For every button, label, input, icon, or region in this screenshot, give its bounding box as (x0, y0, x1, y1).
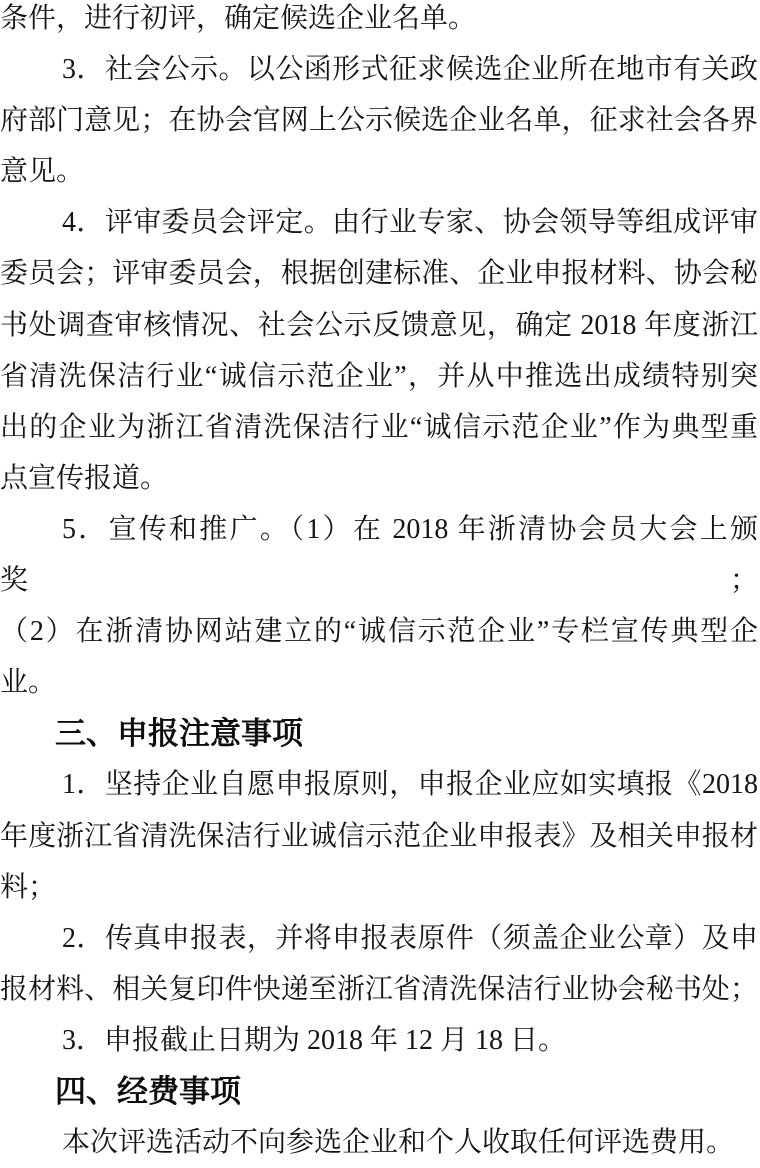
section-heading: 三、申报注意事项 (55, 716, 303, 752)
text-line: （2）在浙清协网站建立的“诚信示范企业”专栏宣传典型企 (0, 616, 758, 648)
text-line: 3．社会公示。以公函形式征求候选企业所在地市有关政 (62, 54, 758, 86)
text-line: 3．申报截止日期为 2018 年 12 月 18 日。 (62, 1024, 567, 1056)
text-line: 出的企业为浙江省清洗保洁行业“诚信示范企业”作为典型重 (0, 411, 758, 443)
text-line: 报材料、相关复印件快递至浙江省清洗保洁行业协会秘书处； (0, 973, 758, 1005)
text-line: 年度浙江省清洗保洁行业诚信示范企业申报表》及相关申报材 (0, 820, 758, 852)
text-line: 2．传真申报表，并将申报表原件（须盖企业公章）及申 (62, 922, 758, 954)
text-line: 点宣传报道。 (0, 462, 169, 494)
text-line: 委员会；评审委员会，根据创建标准、企业申报材料、协会秘 (0, 258, 758, 290)
text-line: 府部门意见；在协会官网上公示候选企业名单，征求社会各界 (0, 105, 758, 137)
text-line: 5．宣传和推广。（1）在 2018 年浙清协会员大会上颁奖； (0, 513, 758, 597)
text-line: 本次评选活动不向参选企业和个人收取任何评选费用。 (62, 1127, 735, 1159)
text-line: 1．坚持企业自愿申报原则，申报企业应如实填报《2018 (62, 769, 758, 801)
text-line: 书处调查审核情况、社会公示反馈意见，确定 2018 年度浙江 (0, 309, 758, 341)
text-line: 料； (0, 871, 57, 903)
text-line: 4．评审委员会评定。由行业专家、协会领导等组成评审 (62, 207, 758, 239)
text-line: 省清洗保洁行业“诚信示范企业”，并从中推选出成绩特别突 (0, 360, 758, 392)
section-heading: 四、经费事项 (55, 1073, 241, 1109)
text-line: 意见。 (0, 156, 85, 188)
text-line: 条件，进行初评，确定候选企业名单。 (0, 3, 477, 34)
text-line: 业。 (0, 667, 57, 699)
